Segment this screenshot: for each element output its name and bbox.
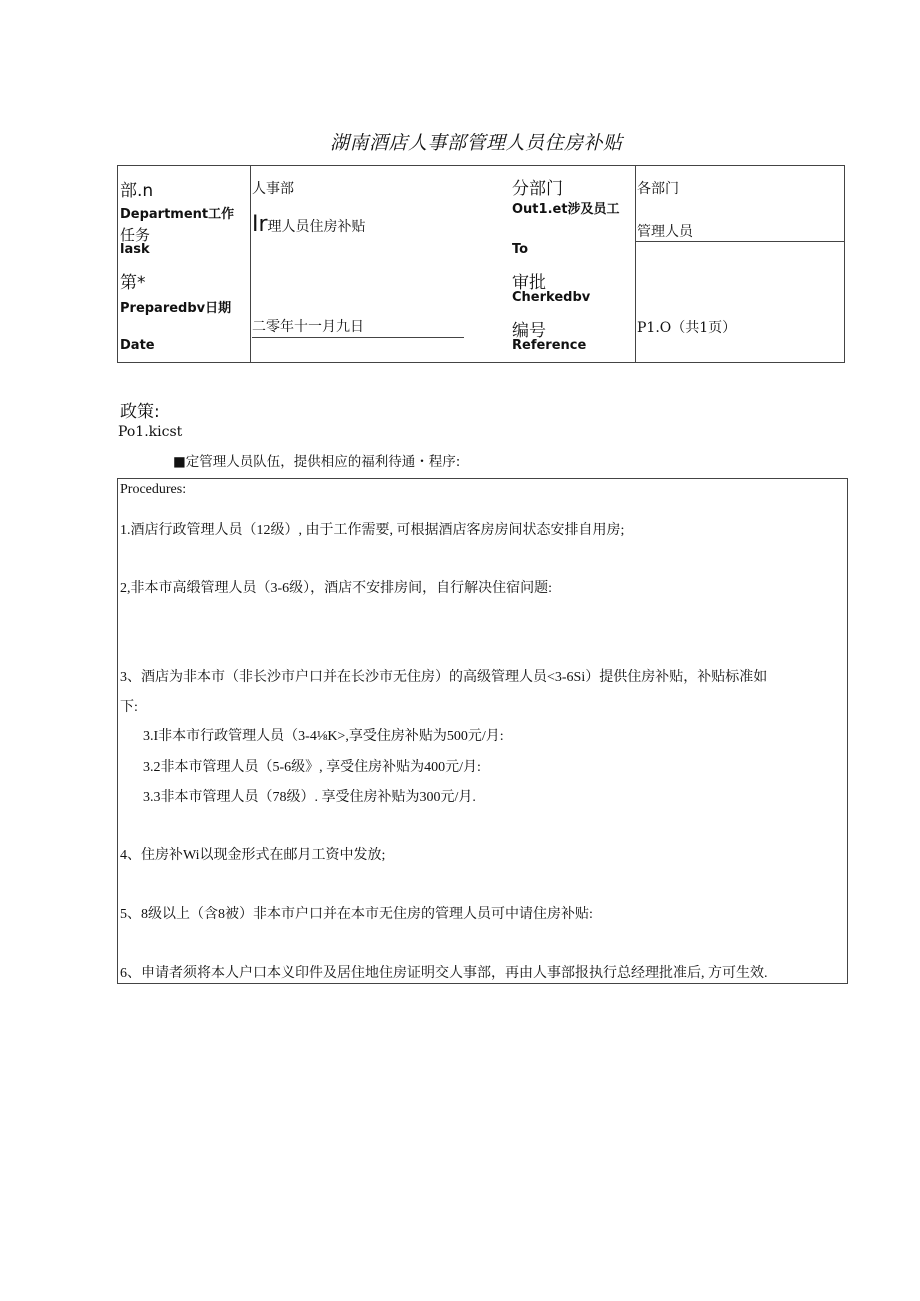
date-label-en: Date xyxy=(120,338,155,353)
approval-label-en: Cherkedbv xyxy=(512,290,591,305)
procedure-subitem: 3.3非本市管理人员（78级）. 享受住房补贴为300元/月. xyxy=(143,790,476,805)
prepared-label-en: Preparedbv日期 xyxy=(120,301,232,316)
procedure-item: 1.酒店行政管理人员（12级）, 由于工作需要, 可根据酒店客房房间状态安排自用房; xyxy=(120,523,625,538)
reference-value: P1.O（共1页） xyxy=(637,320,737,336)
department-label-en xyxy=(120,203,234,222)
approval-label-cn: 审批 xyxy=(512,273,546,293)
task-label-cn: 任务 xyxy=(120,226,151,244)
date-value: 二零年十一月九日 xyxy=(252,319,364,335)
distribution-label-cn: 分部门 xyxy=(512,179,563,199)
policy-label-en: Po1.kicst xyxy=(118,424,183,440)
department-label-en-text: Department工作 xyxy=(120,207,235,222)
task-value-prefix: Ir xyxy=(252,212,268,237)
staff-value: 管理人员 xyxy=(637,224,693,240)
reference-label-cn: 编号 xyxy=(512,321,546,341)
procedure-item: 下: xyxy=(120,700,138,715)
table-divider xyxy=(635,166,636,362)
task-value-text: 理人员住房补贴 xyxy=(267,219,366,235)
procedure-item: 3、酒店为非本市（非长沙市户口并在长沙市无住房）的高级管理人员<3-6Si）提供住房补贴，补贴标准如 xyxy=(120,670,768,685)
policy-label-cn: 政策: xyxy=(120,402,160,422)
procedure-item: 4、住房补Wi以现金形式在邮月工资中发放; xyxy=(120,848,386,863)
task-value xyxy=(252,212,366,237)
department-value: 人事部 xyxy=(252,181,294,197)
procedure-item: 5、8级以上（含8被）非本市户口并在本市无住房的管理人员可中请住房补贴: xyxy=(120,907,593,922)
distribution-value: 各部门 xyxy=(637,181,679,197)
procedure-item: 6、申请者须将本人户口本义印件及居住地住房证明交人事部，再由人事部报执行总经理批准后, 方可生效. xyxy=(120,966,768,981)
document-title: 湖南酒店人事部管理人员住房补贴 xyxy=(330,132,623,154)
procedure-item: 2,非本市高缎管理人员（3-6级），酒店不安排房间，自行解决住宿问题: xyxy=(120,581,553,596)
reference-label-en: Reference xyxy=(512,338,587,353)
prepared-label-cn: 第* xyxy=(120,273,146,293)
to-label: To xyxy=(512,242,529,257)
policy-statement: ■定管理人员队伍，提供相应的福利待通・程序: xyxy=(173,454,461,470)
department-label-cn: 部.n xyxy=(120,181,154,201)
date-underline xyxy=(252,337,464,338)
table-divider xyxy=(250,166,251,362)
procedures-heading: Procedures: xyxy=(120,482,187,497)
distribution-label-en xyxy=(512,198,620,217)
distribution-label-en-text: Out1.et涉及员工 xyxy=(512,202,620,217)
procedure-subitem: 3.I非本市行政管理人员（3-4⅛K>,享受住房补贴为500元/月: xyxy=(143,729,504,744)
table-divider xyxy=(635,241,844,242)
procedure-subitem: 3.2非本市管理人员（5-6级》, 享受住房补贴为400元/月: xyxy=(143,760,481,775)
task-label-en: lask xyxy=(120,242,150,257)
